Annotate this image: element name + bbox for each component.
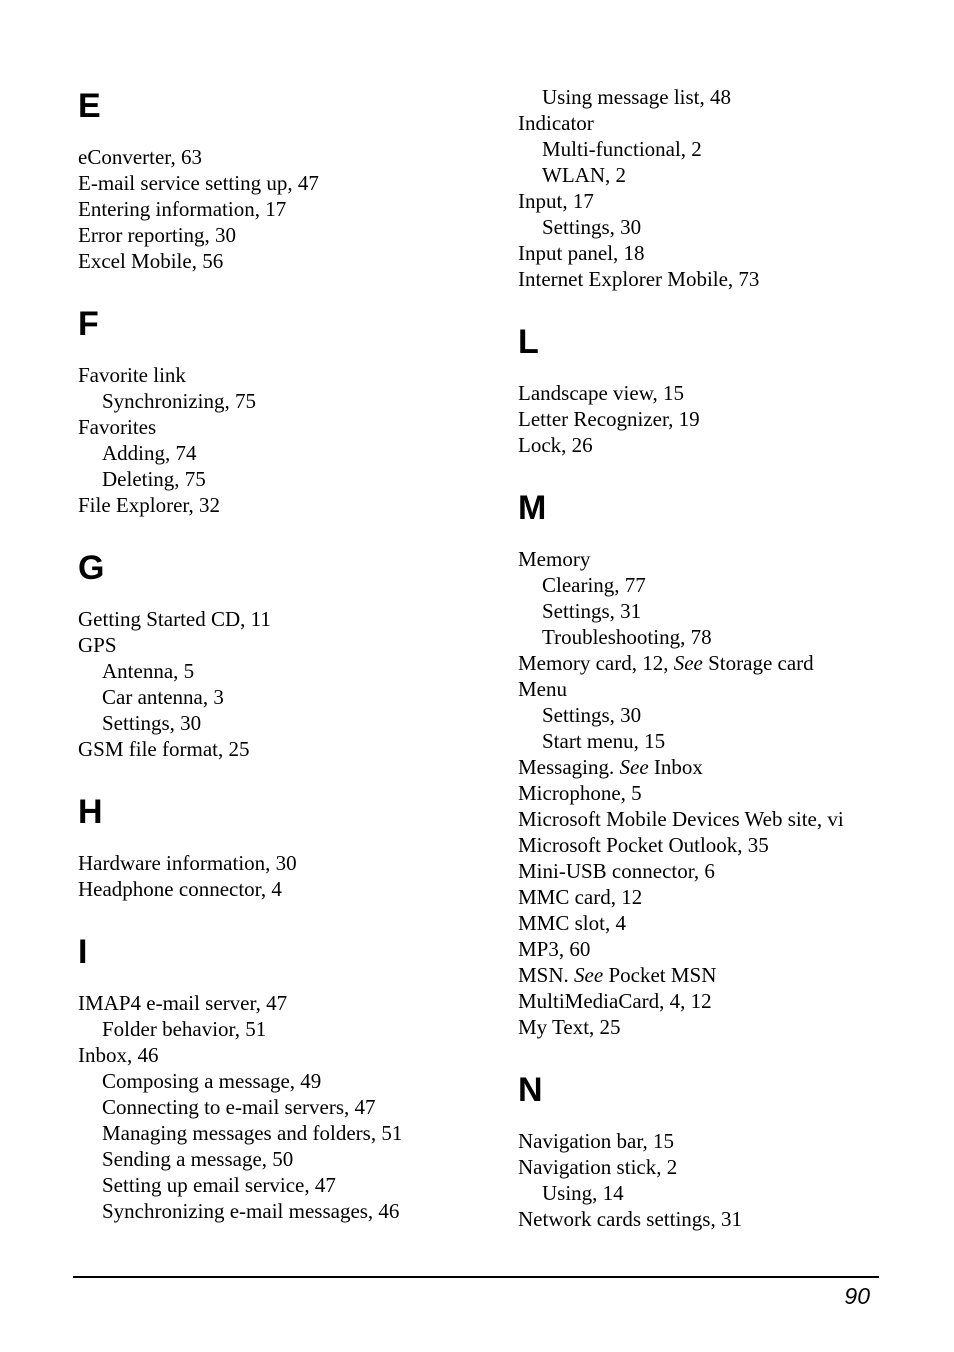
index-entry: MMC card, 12	[518, 885, 643, 909]
section-letter-e: E	[78, 87, 101, 125]
index-entry: Entering information, 17	[78, 197, 287, 221]
index-entry: GSM file format, 25	[78, 737, 250, 761]
see-reference: See	[619, 755, 649, 779]
section-letter-m: M	[518, 489, 547, 527]
index-subentry: Composing a message, 49	[102, 1069, 322, 1093]
index-subentry: Settings, 30	[102, 711, 202, 735]
index-entry: Error reporting, 30	[78, 223, 237, 247]
index-entry: IMAP4 e-mail server, 47	[78, 991, 288, 1015]
index-subentry: Managing messages and folders, 51	[102, 1121, 403, 1145]
index-subentry: Folder behavior, 51	[102, 1017, 267, 1041]
index-entry: MSN. See Pocket MSN	[518, 963, 717, 987]
index-entry: Inbox, 46	[78, 1043, 159, 1067]
index-entry: Getting Started CD, 11	[78, 607, 271, 631]
index-subentry: Setting up email service, 47	[102, 1173, 336, 1197]
section-letter-l: L	[518, 323, 539, 361]
index-subentry: Antenna, 5	[102, 659, 195, 683]
index-entry: Memory	[518, 547, 591, 571]
see-reference: See	[673, 651, 703, 675]
index-subentry: Clearing, 77	[542, 573, 646, 597]
index-entry: Input, 17	[518, 189, 594, 213]
index-entry: Microsoft Pocket Outlook, 35	[518, 833, 769, 857]
index-subentry: Deleting, 75	[102, 467, 206, 491]
index-subentry: Sending a message, 50	[102, 1147, 294, 1171]
index-entry: MP3, 60	[518, 937, 591, 961]
index-entry: Mini-USB connector, 6	[518, 859, 715, 883]
index-subentry: Car antenna, 3	[102, 685, 224, 709]
section-letter-f: F	[78, 305, 99, 343]
index-entry: Hardware information, 30	[78, 851, 297, 875]
index-subentry: Start menu, 15	[542, 729, 666, 753]
index-entry: Excel Mobile, 56	[78, 249, 224, 273]
index-subentry: Troubleshooting, 78	[542, 625, 712, 649]
see-reference: See	[574, 963, 604, 987]
index-entry: Input panel, 18	[518, 241, 645, 265]
index-entry: Favorite link	[78, 363, 186, 387]
index-entry: Landscape view, 15	[518, 381, 684, 405]
index-subentry: Synchronizing, 75	[102, 389, 256, 413]
footer-divider	[73, 1276, 879, 1278]
index-entry: GPS	[78, 633, 117, 657]
index-subentry: Multi-functional, 2	[542, 137, 702, 161]
index-entry: Lock, 26	[518, 433, 593, 457]
index-subentry: Adding, 74	[102, 441, 197, 465]
index-entry: MMC slot, 4	[518, 911, 626, 935]
section-letter-n: N	[518, 1071, 543, 1109]
index-subentry: Settings, 31	[542, 599, 642, 623]
index-subentry: Settings, 30	[542, 215, 642, 239]
index-subentry: Using, 14	[542, 1181, 624, 1205]
index-entry: MultiMediaCard, 4, 12	[518, 989, 712, 1013]
index-entry: File Explorer, 32	[78, 493, 221, 517]
index-entry: Navigation bar, 15	[518, 1129, 675, 1153]
index-entry: Messaging. See Inbox	[518, 755, 703, 779]
index-entry: Menu	[518, 677, 567, 701]
page-number: 90	[844, 1283, 870, 1309]
index-entry: eConverter, 63	[78, 145, 202, 169]
section-letter-i: I	[78, 933, 88, 971]
index-entry: Microphone, 5	[518, 781, 642, 805]
index-entry: Headphone connector, 4	[78, 877, 282, 901]
index-entry: Navigation stick, 2	[518, 1155, 678, 1179]
section-letter-h: H	[78, 793, 103, 831]
index-entry: Indicator	[518, 111, 594, 135]
index-entry: Memory card, 12, See Storage card	[518, 651, 814, 675]
index-entry: Microsoft Mobile Devices Web site, vi	[518, 807, 844, 831]
section-letter-g: G	[78, 549, 105, 587]
index-subentry: Using message list, 48	[542, 85, 731, 109]
index-subentry: WLAN, 2	[542, 163, 626, 187]
index-subentry: Settings, 30	[542, 703, 642, 727]
index-entry: Letter Recognizer, 19	[518, 407, 700, 431]
index-entry: Internet Explorer Mobile, 73	[518, 267, 760, 291]
index-subentry: Synchronizing e-mail messages, 46	[102, 1199, 400, 1223]
index-entry: Favorites	[78, 415, 157, 439]
index-entry: My Text, 25	[518, 1015, 621, 1039]
index-subentry: Connecting to e-mail servers, 47	[102, 1095, 376, 1119]
index-entry: E-mail service setting up, 47	[78, 171, 319, 195]
index-entry: Network cards settings, 31	[518, 1207, 742, 1231]
